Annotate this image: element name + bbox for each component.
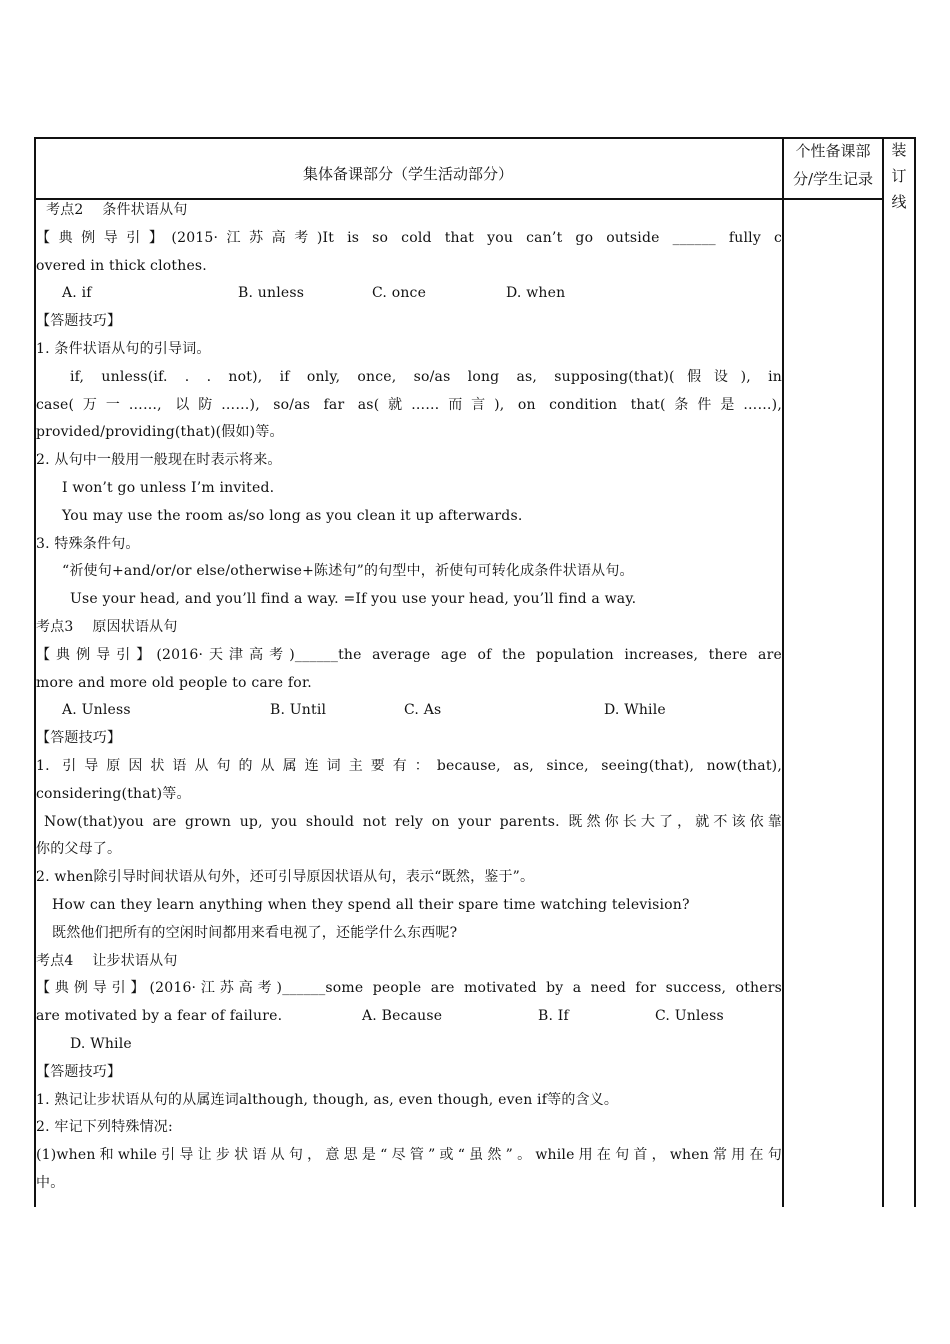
tip-item: 2. 从句中一般用一般现在时表示将来。 [36, 452, 282, 469]
tips-heading: 【答题技巧】 [36, 730, 122, 747]
binding-line-label [884, 137, 914, 215]
tip-text: case(万一……, 以防……), so/as far as(就……而言), on condition that(条件是……), [36, 396, 782, 413]
option: A. Unless [62, 702, 131, 719]
header-side-line2: 分/学生记录 [792, 170, 874, 188]
binding-divider [882, 137, 884, 1207]
header-side-line1: 个性备课部 [795, 142, 871, 160]
binding-char: 订 [891, 167, 907, 185]
option: A. Because [362, 1008, 443, 1025]
answer-options [36, 280, 782, 308]
header-personal-prep [784, 137, 882, 193]
tips-heading: 【答题技巧】 [36, 313, 122, 330]
tips-heading: 【答题技巧】 [36, 1063, 122, 1080]
tip-item: 2. when除引导时间状语从句外，还可引导原因状语从句，表示“既然，鉴于”。 [36, 869, 535, 886]
tip-item: 2. 牢记下列特殊情况: [36, 1119, 173, 1136]
tip-text: “祈使句+and/or/or else/otherwise+陈述句”的句型中，祈使句可转化成条件状语从句。 [62, 563, 634, 580]
tip-item: 1. 条件状语从句的引导词。 [36, 340, 211, 357]
example-sentence: How can they learn anything when they spend all their spare time watching television? [52, 896, 690, 913]
tip-item: 1. 熟记让步状语从句的从属连词although, though, as, even though, even if等的含义。 [36, 1091, 619, 1108]
main-content [36, 197, 782, 1198]
option: C. Unless [655, 1008, 724, 1025]
section-title: 考点2 条件状语从句 [46, 202, 188, 218]
example-sentence: Use your head, and you’ll find a way. =If you use your head, you’ll find a way. [70, 591, 637, 608]
option: C. once [372, 285, 427, 302]
example-translation: 既然他们把所有的空闲时间都用来看电视了，还能学什么东西呢? [52, 924, 458, 941]
table-right-border [914, 137, 916, 1207]
option: D. While [604, 702, 666, 719]
binding-char: 装 [891, 141, 907, 159]
tip-text: (1)when和while引导让步状语从句，意思是“尽管”或“虽然”。while用在句首，when常用在句 [36, 1147, 782, 1164]
example-sentence: You may use the room as/so long as you clean it up afterwards. [62, 507, 523, 524]
option: D. when [506, 285, 566, 302]
section-title: 考点3 原因状语从句 [36, 618, 178, 635]
answer-options [36, 1003, 782, 1031]
example-sentence: Now(that)you are grown up, you should not rely on your parents. 既然你长大了，就不该依靠 [44, 813, 782, 830]
option: A. if [62, 285, 92, 302]
example-question-cont: are motivated by a fear of failure. [36, 1008, 283, 1025]
tip-item: 3. 特殊条件句。 [36, 535, 140, 552]
option: B. Until [270, 702, 327, 719]
example-question: 【典例导引】(2016·天津高考)______the average age of the population increases, there are [36, 646, 782, 663]
tip-text: 中。 [36, 1174, 65, 1191]
example-sentence: 你的父母了。 [36, 841, 122, 858]
tip-item: 1. 引导原因状语从句的从属连词主要有：because, as, since, seeing(that), now(that), [36, 757, 782, 774]
tip-text: if, unless(if. . . not), if only, once, so/as long as, supposing(that)(假设), in [70, 368, 782, 385]
binding-char: 线 [891, 193, 907, 211]
example-sentence: I won’t go unless I’m invited. [62, 479, 275, 496]
answer-options [36, 697, 782, 725]
tip-text: considering(that)等。 [36, 785, 191, 802]
option: D. While [70, 1035, 132, 1052]
example-question-cont: overed in thick clothes. [36, 257, 207, 274]
tip-text: provided/providing(that)(假如)等。 [36, 424, 284, 441]
option: C. As [404, 702, 442, 719]
option: B. If [538, 1008, 569, 1025]
example-question: 【典例导引】(2015·江苏高考)It is so cold that you can’t go outside ______ fully c [36, 229, 782, 246]
example-question-cont: more and more old people to care for. [36, 674, 312, 691]
option: B. unless [238, 285, 305, 302]
section-title: 考点4 让步状语从句 [36, 952, 178, 969]
column-divider [782, 137, 784, 1207]
example-question: 【典例导引】(2016·江苏高考)______some people are motivated by a need for success, others [36, 980, 782, 997]
header-collective-prep: 集体备课部分（学生活动部分） [302, 165, 513, 183]
